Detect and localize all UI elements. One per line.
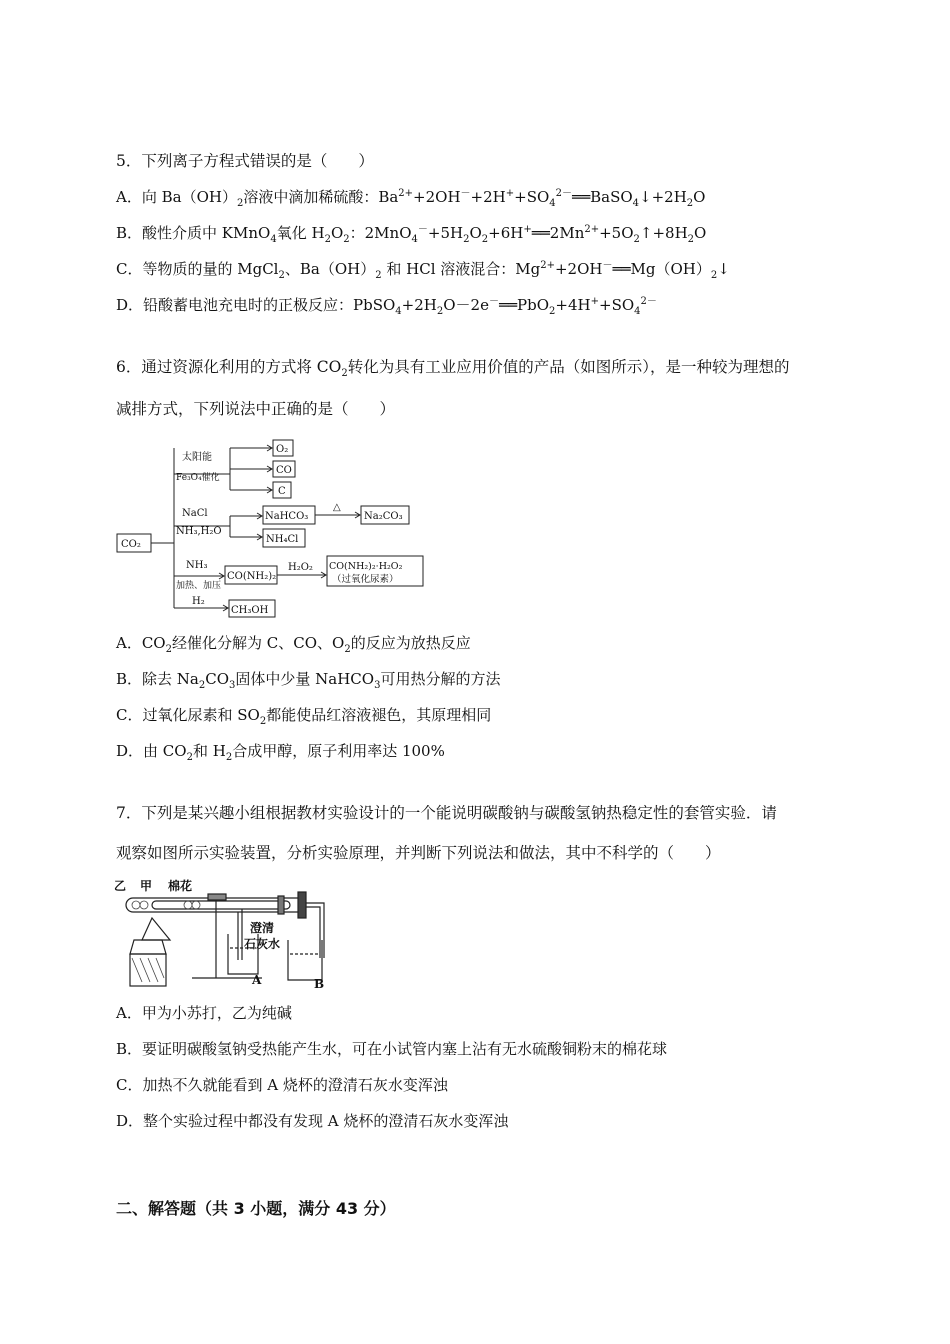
product-urea: CO(NH₂)₂ — [227, 571, 277, 582]
product-na2co3: Na₂CO₃ — [364, 511, 403, 522]
product-ch3oh: CH₃OH — [231, 605, 269, 616]
q5-option-d: D．铅酸蓄电池充电时的正极反应：$PbSO_4+2H_2O-2e^-══PbO_2+4H^++SO_4^{2-}$ — [116, 296, 657, 317]
q7-stem-line1: 7．下列是某兴趣小组根据教材实验设计的一个能说明碳酸钠与碳酸氢钠热稳定性的套管实验．请 — [116, 804, 777, 822]
q5-option-c: C．等物质的量的 MgCl$_2$、$Ba(OH)_2$ 和 HCl 溶液混合：$Mg^{2+}+2OH^-══Mg(OH)_2↓$ — [116, 260, 730, 281]
q5-option-b: B．酸性介质中 KMnO$_4$氧化 $H_2O_2$：$2MnO_4^-+5H_2O_2+6H^+══2Mn^{2+}+5O_2↑+8H_2O$ — [116, 224, 707, 245]
q6-option-b: B．除去 $Na_2CO_3$固体中少量 NaHCO$_3$可用热分解的方法 — [116, 670, 501, 691]
product-nahco3: NaHCO₃ — [265, 511, 309, 522]
q6-option-c: C．过氧化尿素和 $SO_2$都能使品红溶液褪色，其原理相同 — [116, 706, 492, 727]
product-nh4cl: NH₄Cl — [266, 534, 299, 545]
q7-option-c: C．加热不久就能看到 A 烧杯的澄清石灰水变浑浊 — [116, 1076, 448, 1094]
heat-symbol: △ — [333, 502, 341, 513]
co2-conversion-diagram — [112, 436, 432, 622]
product-urea-peroxide-cn: （过氧化尿素） — [332, 574, 399, 585]
cond-solar: 太阳能 — [182, 452, 212, 463]
q7-option-a: A．甲为小苏打，乙为纯碱 — [116, 1004, 292, 1022]
cond-nh3: NH₃ — [186, 560, 208, 571]
q7-option-b: B．要证明碳酸氢钠受热能产生水，可在小试管内塞上沾有无水硫酸铜粉末的棉花球 — [116, 1040, 668, 1058]
label-jia: 甲 — [140, 879, 153, 893]
q7-option-d: D．整个实验过程中都没有发现 A 烧杯的澄清石灰水变浑浊 — [116, 1112, 509, 1130]
q6-option-d: D．由 $CO_2$和 $H_2$合成甲醇，原子利用率达 100% — [116, 742, 445, 763]
reagent-h2o2: H₂O₂ — [288, 562, 313, 573]
product-o2: O₂ — [276, 444, 289, 455]
label-mianhua: 棉花 — [168, 879, 193, 893]
nested-tube-apparatus — [112, 878, 332, 994]
section-heading: 二、解答题（共 3 小题，满分 43 分） — [116, 1199, 396, 1218]
cond-nacl: NaCl — [182, 508, 208, 519]
q7-stem-line2: 观察如图所示实验装置，分析实验原理，并判断下列说法和做法，其中不科学的（ ） — [116, 844, 721, 862]
cond-nh3-h2o: NH₃,H₂O — [176, 526, 222, 537]
cond-fe3o4: Fe₃O₄催化 — [176, 473, 220, 483]
product-urea-peroxide: CO(NH₂)₂·H₂O₂ — [329, 561, 403, 572]
q6-option-a: A．$CO_2$经催化分解为 C、CO、$O_2$的反应为放热反应 — [116, 634, 471, 655]
co2-label: CO₂ — [121, 539, 141, 550]
label-beaker-a: A — [252, 973, 262, 987]
q6-stem-line1: 6．通过资源化利用的方式将 $CO_2$转化为具有工业应用价值的产品（如图所示），是一种较为理想的 — [116, 358, 790, 380]
label-chengqing: 澄清 — [250, 921, 275, 935]
cond-heat-pressure: 加热、加压 — [176, 581, 222, 591]
q6-stem-line2: 减排方式，下列说法中正确的是（ ） — [116, 400, 396, 418]
product-co: CO — [276, 465, 292, 476]
product-c: C — [278, 486, 286, 497]
label-beaker-b: B — [314, 977, 325, 991]
label-shihuishui: 石灰水 — [244, 937, 281, 951]
cond-h2: H₂ — [192, 596, 205, 607]
q5-stem: 5．下列离子方程式错误的是（ ） — [116, 152, 374, 170]
label-yi: 乙 — [114, 879, 127, 893]
q5-option-a: A．向 $Ba(OH)_2$溶液中滴加稀硫酸：$Ba^{2+}+2OH^-+2H^++SO_4^{2-}══BaSO_4↓+2H_2O$ — [116, 188, 706, 209]
